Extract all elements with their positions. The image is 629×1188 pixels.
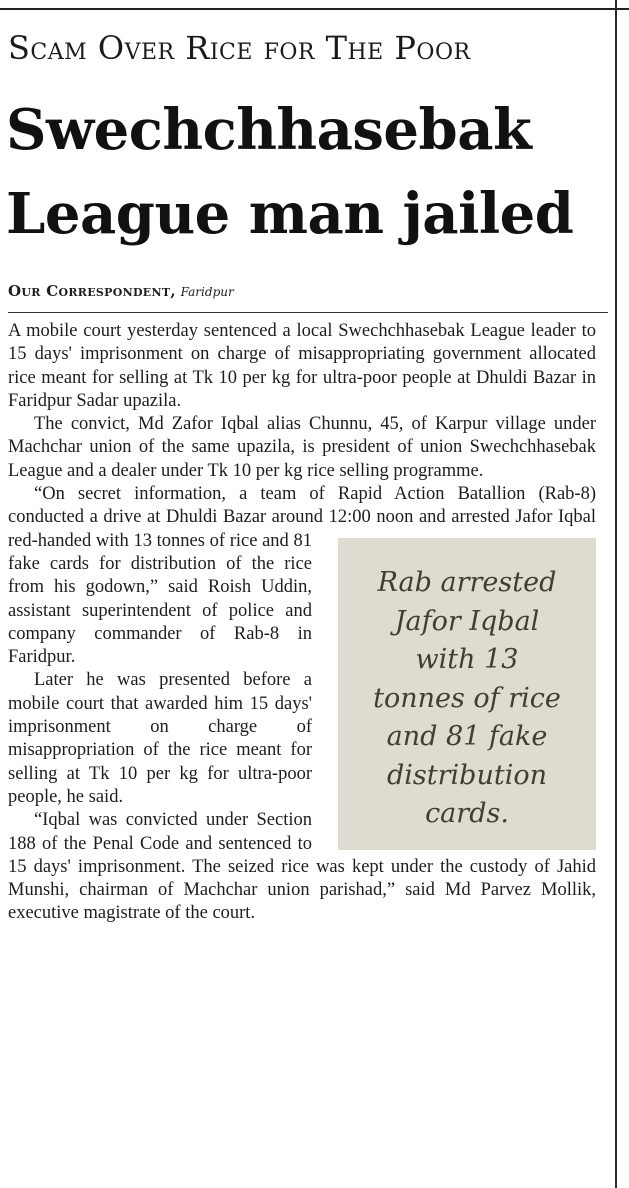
headline-line-2: League man jailed (6, 181, 574, 247)
headline-line-1: Swechchhasebak (6, 97, 532, 163)
byline-place: Faridpur (180, 285, 234, 299)
article-paragraph: “Iqbal was convicted under Section 188 of the Penal Code and sentenced to 15 days' imprisonment. The seized rice was kept under the custody of Jahid Munshi, chairman of Machchar union parishad,” said Md Parvez Mollik, executive magistrate of the court. (8, 810, 596, 924)
article-paragraph: Later he was presented before a mobile court that awarded him 15 days' imprisonment on charge of misappropriation of the rice meant for selling at Tk 10 per kg for ultra-poor people, he said. (8, 670, 312, 807)
byline-name: Our Correspondent, (8, 282, 176, 300)
headline (6, 88, 573, 256)
pull-quote (338, 538, 596, 850)
pull-quote-line: Rab arrested (377, 567, 557, 598)
pull-quote-line: and 81 fake (386, 721, 548, 752)
pull-quote-line: distribution (387, 759, 547, 791)
pull-quote-line: cards. (425, 798, 509, 829)
article-body (8, 320, 596, 926)
byline-divider (8, 312, 608, 313)
article-paragraph: A mobile court yesterday sentenced a local Swechchhasebak League leader to 15 days' imprisonment on charge of misappropriating government allocated rice meant for selling at Tk 10 per kg for ultra-poor people at Dhuldi Bazar in Faridpur Sadar upazila. (8, 321, 596, 411)
pull-quote-line: Jafor Iqbal (394, 605, 540, 637)
pull-quote-line: with 13 (415, 644, 519, 675)
pull-quote-line: tonnes of rice (373, 682, 561, 714)
kicker: Scam Over Rice for The Poor (8, 29, 471, 67)
byline (8, 280, 234, 303)
article-paragraph: “On secret information, a team of Rapid Action Batallion (Rab-8) conducted a drive at Dhuldi Bazar around 12:00 noon and arrested Jafor Iqbal red-handed with 13 tonnes of rice and 81 fake cards for distribution of the rice from his godown,” said Roish Uddin, assistant superintendent of police and company commander of Rab-8 in Faridpur. (8, 484, 596, 668)
article-paragraph: The convict, Md Zafor Iqbal alias Chunnu, 45, of Karpur village under Machchar union of the same upazila, is president of union Swechchhasebak League and a dealer under Tk 10 per kg rice selling programme. (8, 414, 596, 481)
